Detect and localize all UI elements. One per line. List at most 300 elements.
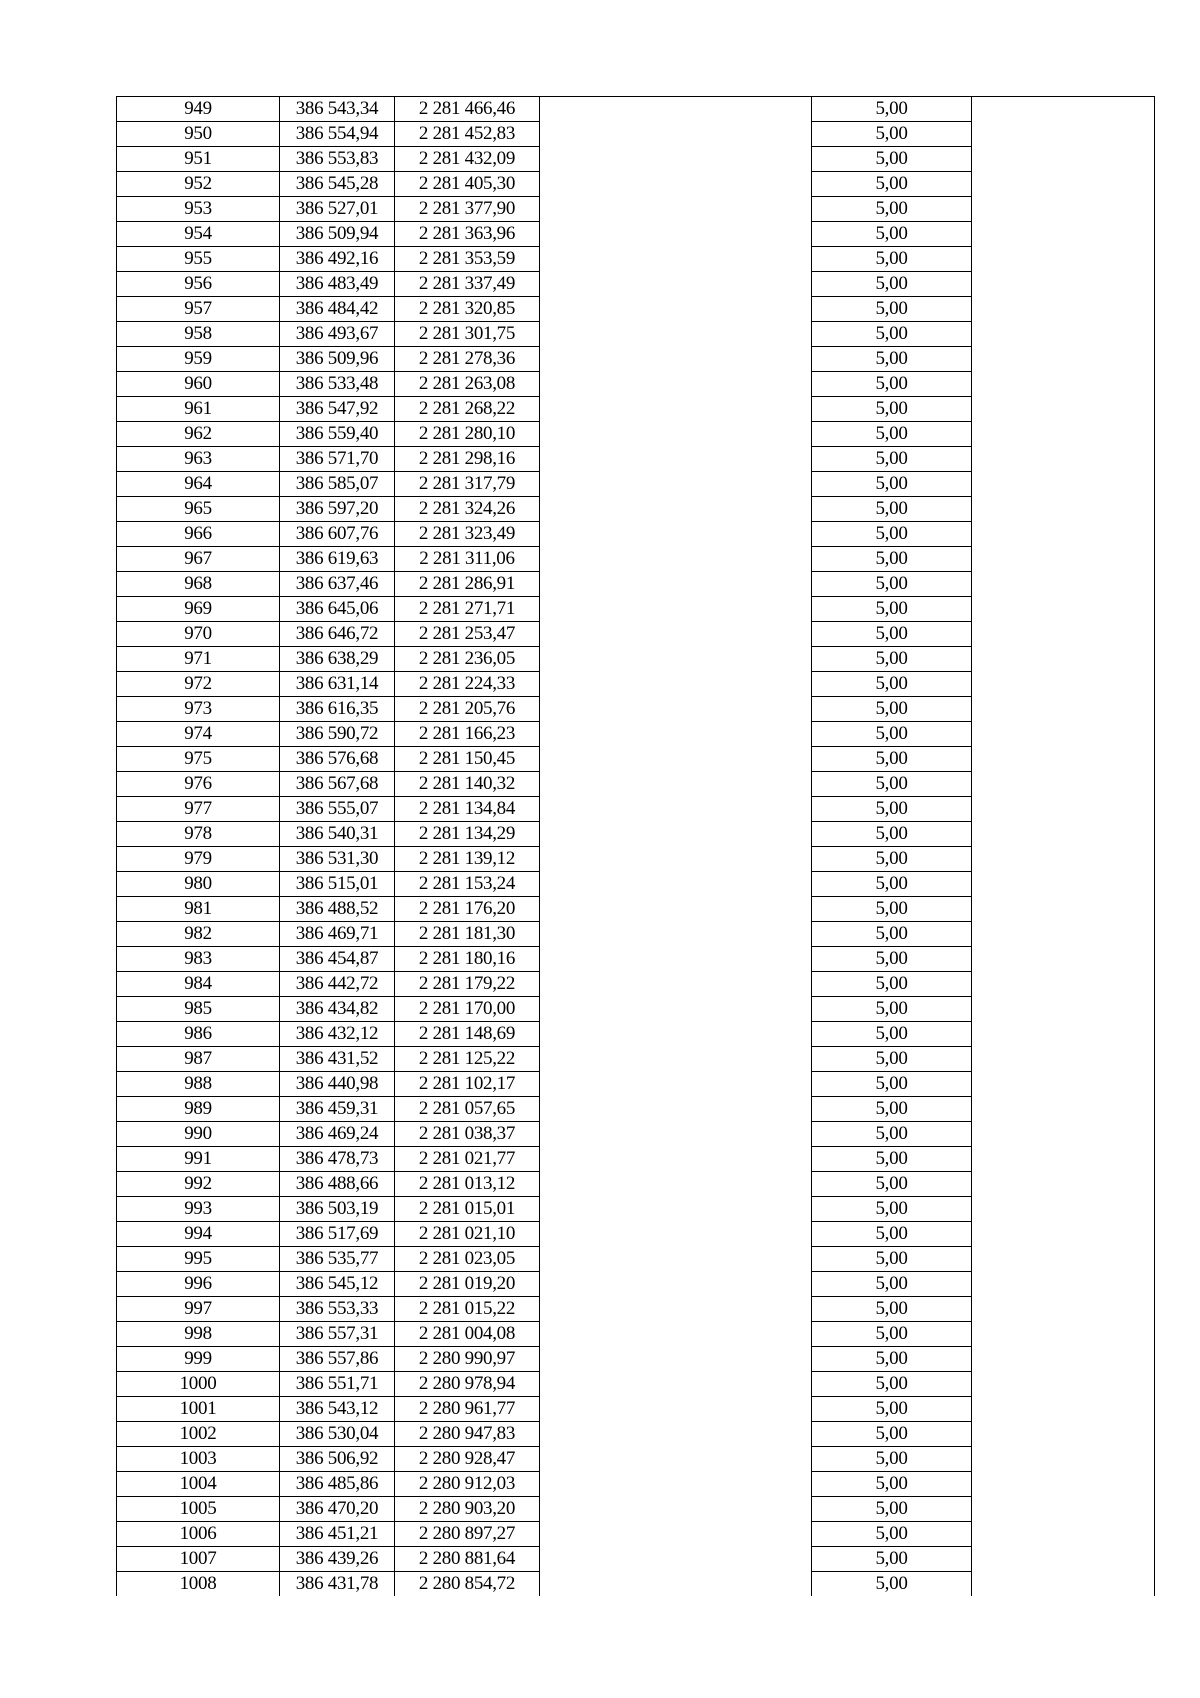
x-coordinate-cell: 386 434,82 (280, 997, 395, 1022)
table-row (117, 572, 1155, 597)
value-cell: 5,00 (812, 1047, 972, 1072)
empty-cell (540, 1497, 812, 1522)
empty-cell (540, 1372, 812, 1397)
table-row (117, 1522, 1155, 1547)
empty-cell (972, 472, 1155, 497)
table-row (117, 147, 1155, 172)
x-coordinate-cell: 386 509,94 (280, 222, 395, 247)
empty-cell (972, 147, 1155, 172)
point-number-cell: 981 (117, 897, 280, 922)
empty-cell (972, 1422, 1155, 1447)
empty-cell (972, 347, 1155, 372)
table-row (117, 1422, 1155, 1447)
y-coordinate-cell: 2 281 125,22 (395, 1047, 540, 1072)
table-row (117, 447, 1155, 472)
table-row (117, 822, 1155, 847)
empty-cell (972, 1522, 1155, 1547)
empty-cell (972, 572, 1155, 597)
empty-cell (972, 1172, 1155, 1197)
empty-cell (972, 522, 1155, 547)
table-row (117, 97, 1155, 122)
y-coordinate-cell: 2 281 317,79 (395, 472, 540, 497)
empty-cell (972, 1272, 1155, 1297)
empty-cell (972, 872, 1155, 897)
x-coordinate-cell: 386 439,26 (280, 1547, 395, 1572)
value-cell: 5,00 (812, 322, 972, 347)
y-coordinate-cell: 2 281 134,84 (395, 797, 540, 822)
y-coordinate-cell: 2 280 912,03 (395, 1472, 540, 1497)
point-number-cell: 1008 (117, 1572, 280, 1597)
x-coordinate-cell: 386 485,86 (280, 1472, 395, 1497)
table-row (117, 247, 1155, 272)
table-row (117, 547, 1155, 572)
empty-cell (972, 597, 1155, 622)
x-coordinate-cell: 386 547,92 (280, 397, 395, 422)
value-cell: 5,00 (812, 1347, 972, 1372)
value-cell: 5,00 (812, 547, 972, 572)
empty-cell (540, 1222, 812, 1247)
point-number-cell: 970 (117, 622, 280, 647)
x-coordinate-cell: 386 469,24 (280, 1122, 395, 1147)
value-cell: 5,00 (812, 972, 972, 997)
table-row (117, 422, 1155, 447)
empty-cell (972, 622, 1155, 647)
point-number-cell: 957 (117, 297, 280, 322)
table-row (117, 722, 1155, 747)
x-coordinate-cell: 386 493,67 (280, 322, 395, 347)
point-number-cell: 993 (117, 1197, 280, 1222)
table-row (117, 497, 1155, 522)
y-coordinate-cell: 2 281 405,30 (395, 172, 540, 197)
point-number-cell: 979 (117, 847, 280, 872)
empty-cell (972, 1372, 1155, 1397)
empty-cell (540, 1272, 812, 1297)
empty-cell (540, 972, 812, 997)
point-number-cell: 980 (117, 872, 280, 897)
table-row (117, 1272, 1155, 1297)
point-number-cell: 971 (117, 647, 280, 672)
y-coordinate-cell: 2 281 236,05 (395, 647, 540, 672)
y-coordinate-cell: 2 281 015,01 (395, 1197, 540, 1222)
y-coordinate-cell: 2 280 897,27 (395, 1522, 540, 1547)
empty-cell (540, 947, 812, 972)
value-cell: 5,00 (812, 1272, 972, 1297)
empty-cell (972, 1222, 1155, 1247)
empty-cell (972, 1547, 1155, 1572)
y-coordinate-cell: 2 281 452,83 (395, 122, 540, 147)
table-row (117, 1297, 1155, 1322)
value-cell: 5,00 (812, 1147, 972, 1172)
empty-cell (972, 847, 1155, 872)
value-cell: 5,00 (812, 97, 972, 122)
x-coordinate-cell: 386 440,98 (280, 1072, 395, 1097)
x-coordinate-cell: 386 484,42 (280, 297, 395, 322)
x-coordinate-cell: 386 557,86 (280, 1347, 395, 1372)
empty-cell (540, 1122, 812, 1147)
y-coordinate-cell: 2 281 466,46 (395, 97, 540, 122)
table-row (117, 647, 1155, 672)
x-coordinate-cell: 386 533,48 (280, 372, 395, 397)
y-coordinate-cell: 2 281 353,59 (395, 247, 540, 272)
table-row (117, 622, 1155, 647)
y-coordinate-cell: 2 280 947,83 (395, 1422, 540, 1447)
y-coordinate-cell: 2 281 023,05 (395, 1247, 540, 1272)
empty-cell (540, 822, 812, 847)
empty-cell (972, 1497, 1155, 1522)
empty-cell (972, 1297, 1155, 1322)
empty-cell (972, 922, 1155, 947)
empty-cell (540, 1472, 812, 1497)
y-coordinate-cell: 2 281 176,20 (395, 897, 540, 922)
y-coordinate-cell: 2 281 180,16 (395, 947, 540, 972)
point-number-cell: 977 (117, 797, 280, 822)
value-cell: 5,00 (812, 1472, 972, 1497)
x-coordinate-cell: 386 469,71 (280, 922, 395, 947)
empty-cell (972, 822, 1155, 847)
table-row (117, 897, 1155, 922)
empty-cell (540, 1022, 812, 1047)
empty-cell (972, 1247, 1155, 1272)
value-cell: 5,00 (812, 1297, 972, 1322)
empty-cell (972, 972, 1155, 997)
x-coordinate-cell: 386 585,07 (280, 472, 395, 497)
x-coordinate-cell: 386 451,21 (280, 1522, 395, 1547)
y-coordinate-cell: 2 280 978,94 (395, 1372, 540, 1397)
empty-cell (540, 1422, 812, 1447)
y-coordinate-cell: 2 281 377,90 (395, 197, 540, 222)
point-number-cell: 990 (117, 1122, 280, 1147)
y-coordinate-cell: 2 281 324,26 (395, 497, 540, 522)
x-coordinate-cell: 386 571,70 (280, 447, 395, 472)
point-number-cell: 976 (117, 772, 280, 797)
empty-cell (540, 997, 812, 1022)
table-row (117, 1072, 1155, 1097)
point-number-cell: 963 (117, 447, 280, 472)
table-row (117, 1322, 1155, 1347)
table-row (117, 672, 1155, 697)
empty-cell (972, 97, 1155, 122)
table-row (117, 1047, 1155, 1072)
table-row (117, 1247, 1155, 1272)
value-cell: 5,00 (812, 1447, 972, 1472)
point-number-cell: 964 (117, 472, 280, 497)
value-cell: 5,00 (812, 1072, 972, 1097)
empty-cell (972, 747, 1155, 772)
value-cell: 5,00 (812, 1497, 972, 1522)
table-row (117, 222, 1155, 247)
x-coordinate-cell: 386 459,31 (280, 1097, 395, 1122)
point-number-cell: 966 (117, 522, 280, 547)
table-row (117, 972, 1155, 997)
value-cell: 5,00 (812, 1022, 972, 1047)
empty-cell (540, 622, 812, 647)
empty-cell (972, 1147, 1155, 1172)
table-row (117, 947, 1155, 972)
empty-cell (972, 1397, 1155, 1422)
value-cell: 5,00 (812, 1422, 972, 1447)
empty-cell (540, 1047, 812, 1072)
coordinates-table-body (117, 97, 1155, 1597)
x-coordinate-cell: 386 553,83 (280, 147, 395, 172)
y-coordinate-cell: 2 280 928,47 (395, 1447, 540, 1472)
point-number-cell: 965 (117, 497, 280, 522)
y-coordinate-cell: 2 281 170,00 (395, 997, 540, 1022)
value-cell: 5,00 (812, 597, 972, 622)
y-coordinate-cell: 2 280 990,97 (395, 1347, 540, 1372)
y-coordinate-cell: 2 281 139,12 (395, 847, 540, 872)
x-coordinate-cell: 386 543,34 (280, 97, 395, 122)
y-coordinate-cell: 2 280 961,77 (395, 1397, 540, 1422)
value-cell: 5,00 (812, 247, 972, 272)
value-cell: 5,00 (812, 497, 972, 522)
empty-cell (540, 897, 812, 922)
x-coordinate-cell: 386 506,92 (280, 1447, 395, 1472)
empty-cell (972, 1072, 1155, 1097)
y-coordinate-cell: 2 281 301,75 (395, 322, 540, 347)
empty-cell (540, 847, 812, 872)
empty-cell (540, 1072, 812, 1097)
value-cell: 5,00 (812, 1097, 972, 1122)
x-coordinate-cell: 386 509,96 (280, 347, 395, 372)
value-cell: 5,00 (812, 1247, 972, 1272)
y-coordinate-cell: 2 281 140,32 (395, 772, 540, 797)
value-cell: 5,00 (812, 922, 972, 947)
y-coordinate-cell: 2 281 181,30 (395, 922, 540, 947)
x-coordinate-cell: 386 454,87 (280, 947, 395, 972)
point-number-cell: 974 (117, 722, 280, 747)
empty-cell (972, 1572, 1155, 1597)
value-cell: 5,00 (812, 622, 972, 647)
value-cell: 5,00 (812, 397, 972, 422)
empty-cell (540, 397, 812, 422)
empty-cell (972, 547, 1155, 572)
value-cell: 5,00 (812, 797, 972, 822)
point-number-cell: 982 (117, 922, 280, 947)
x-coordinate-cell: 386 543,12 (280, 1397, 395, 1422)
empty-cell (972, 447, 1155, 472)
x-coordinate-cell: 386 551,71 (280, 1372, 395, 1397)
x-coordinate-cell: 386 590,72 (280, 722, 395, 747)
empty-cell (540, 222, 812, 247)
table-row (117, 772, 1155, 797)
x-coordinate-cell: 386 646,72 (280, 622, 395, 647)
coordinates-table (116, 96, 1155, 1596)
empty-cell (972, 172, 1155, 197)
empty-cell (972, 372, 1155, 397)
empty-cell (972, 672, 1155, 697)
x-coordinate-cell: 386 553,33 (280, 1297, 395, 1322)
y-coordinate-cell: 2 281 150,45 (395, 747, 540, 772)
point-number-cell: 991 (117, 1147, 280, 1172)
point-number-cell: 969 (117, 597, 280, 622)
empty-cell (540, 147, 812, 172)
point-number-cell: 960 (117, 372, 280, 397)
empty-cell (972, 1472, 1155, 1497)
point-number-cell: 951 (117, 147, 280, 172)
table-row (117, 197, 1155, 222)
x-coordinate-cell: 386 619,63 (280, 547, 395, 572)
value-cell: 5,00 (812, 1522, 972, 1547)
empty-cell (972, 1347, 1155, 1372)
y-coordinate-cell: 2 281 268,22 (395, 397, 540, 422)
table-row (117, 1122, 1155, 1147)
table-row (117, 172, 1155, 197)
x-coordinate-cell: 386 515,01 (280, 872, 395, 897)
x-coordinate-cell: 386 478,73 (280, 1147, 395, 1172)
table-row (117, 1472, 1155, 1497)
point-number-cell: 984 (117, 972, 280, 997)
x-coordinate-cell: 386 557,31 (280, 1322, 395, 1347)
point-number-cell: 955 (117, 247, 280, 272)
point-number-cell: 986 (117, 1022, 280, 1047)
table-row (117, 322, 1155, 347)
empty-cell (540, 1447, 812, 1472)
table-row (117, 297, 1155, 322)
point-number-cell: 973 (117, 697, 280, 722)
empty-cell (972, 272, 1155, 297)
x-coordinate-cell: 386 488,66 (280, 1172, 395, 1197)
empty-cell (540, 747, 812, 772)
point-number-cell: 975 (117, 747, 280, 772)
table-row (117, 1147, 1155, 1172)
x-coordinate-cell: 386 470,20 (280, 1497, 395, 1522)
empty-cell (972, 497, 1155, 522)
y-coordinate-cell: 2 281 021,77 (395, 1147, 540, 1172)
empty-cell (972, 697, 1155, 722)
empty-cell (540, 172, 812, 197)
empty-cell (972, 1322, 1155, 1347)
x-coordinate-cell: 386 645,06 (280, 597, 395, 622)
value-cell: 5,00 (812, 522, 972, 547)
value-cell: 5,00 (812, 847, 972, 872)
x-coordinate-cell: 386 527,01 (280, 197, 395, 222)
value-cell: 5,00 (812, 472, 972, 497)
empty-cell (540, 522, 812, 547)
x-coordinate-cell: 386 431,78 (280, 1572, 395, 1597)
point-number-cell: 996 (117, 1272, 280, 1297)
point-number-cell: 972 (117, 672, 280, 697)
empty-cell (540, 872, 812, 897)
empty-cell (540, 1347, 812, 1372)
point-number-cell: 953 (117, 197, 280, 222)
x-coordinate-cell: 386 554,94 (280, 122, 395, 147)
empty-cell (972, 947, 1155, 972)
point-number-cell: 1005 (117, 1497, 280, 1522)
point-number-cell: 1000 (117, 1372, 280, 1397)
x-coordinate-cell: 386 545,12 (280, 1272, 395, 1297)
y-coordinate-cell: 2 281 166,23 (395, 722, 540, 747)
table-row (117, 397, 1155, 422)
y-coordinate-cell: 2 281 280,10 (395, 422, 540, 447)
point-number-cell: 952 (117, 172, 280, 197)
x-coordinate-cell: 386 631,14 (280, 672, 395, 697)
point-number-cell: 968 (117, 572, 280, 597)
empty-cell (972, 1022, 1155, 1047)
value-cell: 5,00 (812, 1197, 972, 1222)
table-row (117, 872, 1155, 897)
empty-cell (540, 1522, 812, 1547)
empty-cell (540, 572, 812, 597)
point-number-cell: 988 (117, 1072, 280, 1097)
y-coordinate-cell: 2 281 102,17 (395, 1072, 540, 1097)
empty-cell (972, 1197, 1155, 1222)
point-number-cell: 956 (117, 272, 280, 297)
x-coordinate-cell: 386 492,16 (280, 247, 395, 272)
empty-cell (540, 1322, 812, 1347)
value-cell: 5,00 (812, 147, 972, 172)
x-coordinate-cell: 386 431,52 (280, 1047, 395, 1072)
x-coordinate-cell: 386 503,19 (280, 1197, 395, 1222)
point-number-cell: 1006 (117, 1522, 280, 1547)
empty-cell (972, 222, 1155, 247)
table-row (117, 747, 1155, 772)
y-coordinate-cell: 2 281 038,37 (395, 1122, 540, 1147)
point-number-cell: 985 (117, 997, 280, 1022)
value-cell: 5,00 (812, 1372, 972, 1397)
x-coordinate-cell: 386 535,77 (280, 1247, 395, 1272)
value-cell: 5,00 (812, 772, 972, 797)
point-number-cell: 1003 (117, 1447, 280, 1472)
value-cell: 5,00 (812, 1397, 972, 1422)
empty-cell (540, 672, 812, 697)
table-row (117, 997, 1155, 1022)
x-coordinate-cell: 386 555,07 (280, 797, 395, 822)
empty-cell (540, 247, 812, 272)
point-number-cell: 995 (117, 1247, 280, 1272)
table-row (117, 847, 1155, 872)
point-number-cell: 997 (117, 1297, 280, 1322)
y-coordinate-cell: 2 281 021,10 (395, 1222, 540, 1247)
value-cell: 5,00 (812, 197, 972, 222)
value-cell: 5,00 (812, 372, 972, 397)
value-cell: 5,00 (812, 672, 972, 697)
value-cell: 5,00 (812, 1547, 972, 1572)
table-row (117, 1347, 1155, 1372)
point-number-cell: 950 (117, 122, 280, 147)
empty-cell (540, 1297, 812, 1322)
empty-cell (540, 772, 812, 797)
empty-cell (972, 722, 1155, 747)
y-coordinate-cell: 2 281 311,06 (395, 547, 540, 572)
point-number-cell: 992 (117, 1172, 280, 1197)
table-row (117, 472, 1155, 497)
value-cell: 5,00 (812, 1222, 972, 1247)
y-coordinate-cell: 2 281 004,08 (395, 1322, 540, 1347)
empty-cell (540, 347, 812, 372)
empty-cell (540, 197, 812, 222)
empty-cell (972, 997, 1155, 1022)
table-row (117, 522, 1155, 547)
x-coordinate-cell: 386 607,76 (280, 522, 395, 547)
x-coordinate-cell: 386 638,29 (280, 647, 395, 672)
empty-cell (972, 1447, 1155, 1472)
value-cell: 5,00 (812, 1572, 972, 1597)
table-row (117, 122, 1155, 147)
table-row (117, 697, 1155, 722)
empty-cell (972, 197, 1155, 222)
x-coordinate-cell: 386 597,20 (280, 497, 395, 522)
point-number-cell: 978 (117, 822, 280, 847)
y-coordinate-cell: 2 281 224,33 (395, 672, 540, 697)
point-number-cell: 967 (117, 547, 280, 572)
table-row (117, 922, 1155, 947)
y-coordinate-cell: 2 281 278,36 (395, 347, 540, 372)
y-coordinate-cell: 2 281 015,22 (395, 1297, 540, 1322)
x-coordinate-cell: 386 531,30 (280, 847, 395, 872)
empty-cell (972, 1122, 1155, 1147)
point-number-cell: 949 (117, 97, 280, 122)
point-number-cell: 962 (117, 422, 280, 447)
